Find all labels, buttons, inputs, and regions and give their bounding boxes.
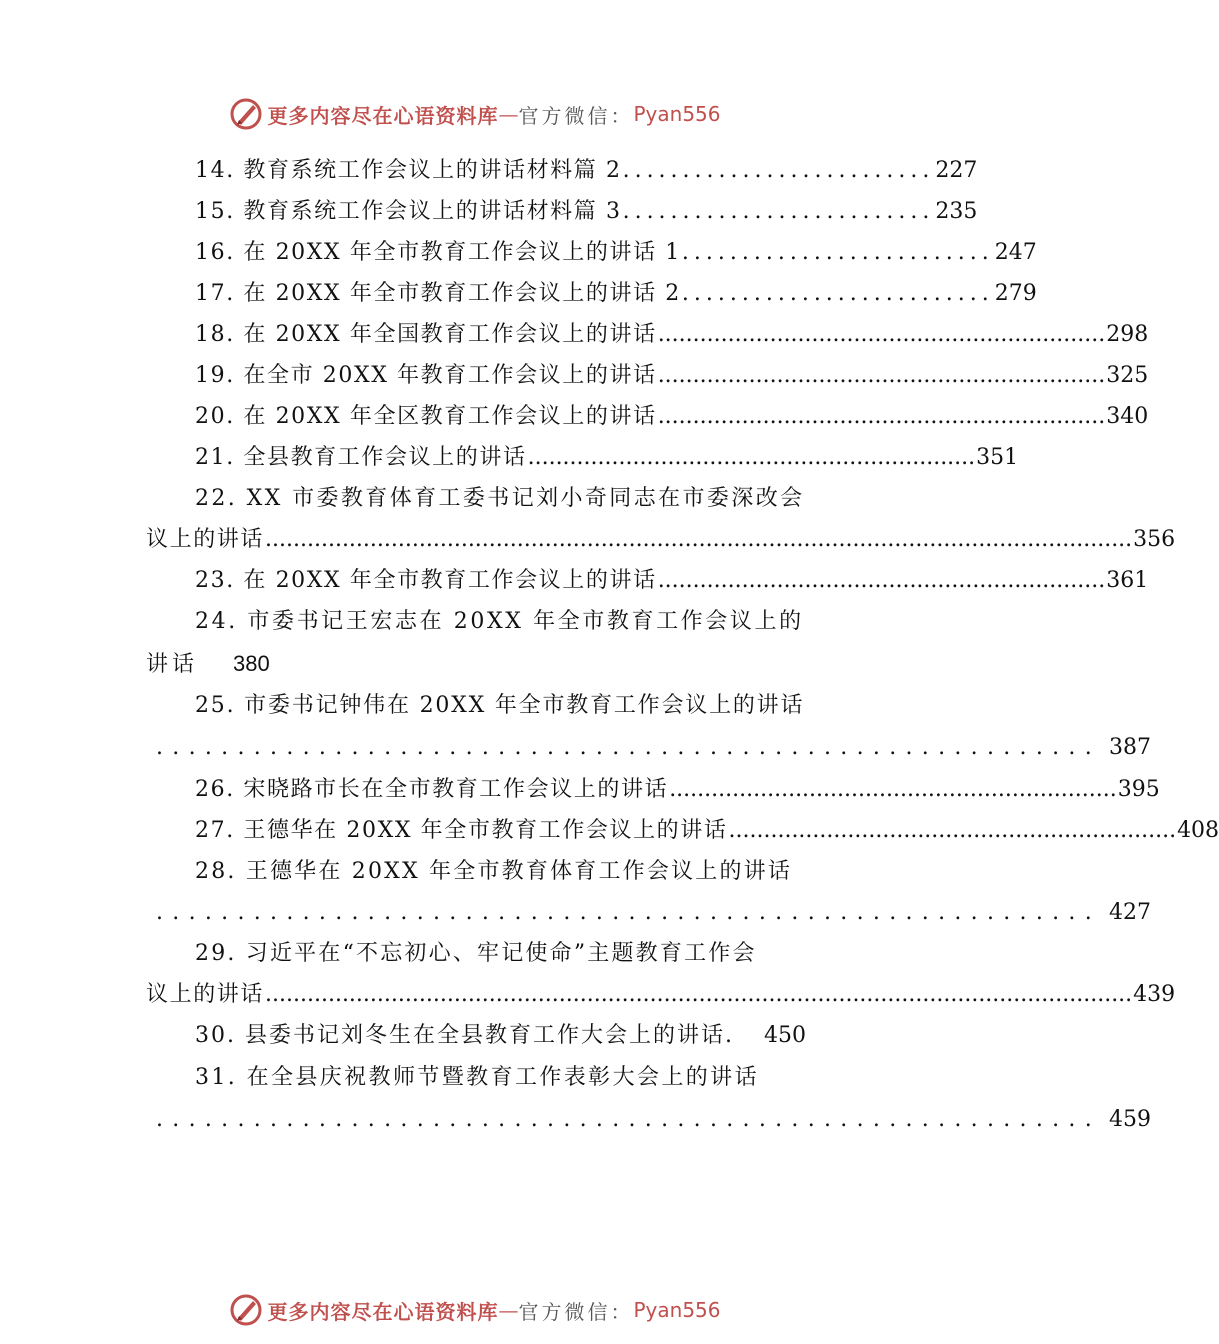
toc-entry	[146, 560, 1149, 601]
toc-entry-line	[146, 601, 806, 643]
toc-page-number: 247	[994, 240, 1037, 265]
toc-leader-dots: ..........................................................	[156, 1107, 1102, 1132]
watermark-separator: —	[498, 102, 519, 126]
pen-logo-icon	[229, 1293, 263, 1327]
toc-page-number: 351	[976, 445, 1019, 470]
toc-entry	[146, 769, 1160, 810]
toc-entry-line	[146, 933, 806, 974]
toc-entry-title: 30. 县委书记刘冬生在全县教育工作大会上的讲话.	[195, 1023, 734, 1048]
toc-entry-title: 25. 市委书记钟伟在 20XX 年全市教育工作会议上的讲话	[195, 693, 805, 718]
header-watermark	[0, 94, 950, 134]
toc-page-number: 380	[233, 651, 270, 676]
toc-leader-dots: ................................................................	[657, 363, 1106, 388]
toc-leader-dots: ..........................	[622, 158, 935, 183]
toc-entry	[146, 892, 1152, 933]
toc-page-number: 298	[1106, 322, 1149, 347]
toc-page-number: 279	[994, 281, 1037, 306]
toc-entry-title: 27. 王德华在 20XX 年全市教育工作会议上的讲话	[195, 818, 728, 843]
toc-entry-line	[146, 478, 806, 519]
watermark-wechat-id: Pyan556	[633, 1298, 721, 1322]
watermark-brand: 更多内容尽在心语资料库	[267, 1299, 499, 1324]
toc-page-number: 459	[1109, 1107, 1152, 1132]
toc-entry-title-continued: 议上的讲话	[146, 982, 265, 1007]
toc-leader-dots: ............................................................................................................................	[265, 527, 1133, 552]
toc-leader-dots: ................................................................	[527, 445, 976, 470]
toc-leader-dots: ..........................................................	[156, 900, 1102, 925]
toc-entry	[146, 355, 1149, 396]
toc-entry	[146, 437, 1019, 478]
toc-entry-line	[146, 1057, 806, 1099]
toc-page-number: 387	[1109, 735, 1152, 760]
toc-entry	[146, 191, 978, 232]
toc-entry-title: 24. 市委书记王宏志在 20XX 年全市教育工作会议上的	[195, 609, 804, 634]
watermark-wechat-label: 官方微信：	[518, 103, 634, 128]
toc-entry	[146, 396, 1149, 437]
watermark-wechat-label: 官方微信：	[518, 1299, 634, 1324]
toc-page-number: 235	[935, 199, 978, 224]
toc-entry-title: 29. 习近平在“不忘初心、牢记使命”主题教育工作会	[195, 941, 757, 966]
toc-entry-title: 19. 在全市 20XX 年教育工作会议上的讲话	[195, 363, 657, 388]
toc-page-number: 408	[1177, 818, 1219, 843]
toc-page-number: 439	[1133, 982, 1176, 1007]
toc-entry-title: 16. 在 20XX 年全市教育工作会议上的讲话 1	[195, 240, 681, 265]
toc-entry-title-continued: 讲话	[146, 652, 199, 677]
toc-entry-title: 21. 全县教育工作会议上的讲话	[195, 445, 527, 470]
toc-entry	[146, 974, 1176, 1015]
pen-logo-icon	[229, 97, 263, 131]
toc-entry-title: 28. 王德华在 20XX 年全市教育体育工作会议上的讲话	[195, 859, 793, 884]
watermark-separator: —	[498, 1298, 519, 1322]
toc-entry-title: 15. 教育系统工作会议上的讲话材料篇 3	[195, 199, 622, 224]
toc-entry-title: 20. 在 20XX 年全区教育工作会议上的讲话	[195, 404, 657, 429]
toc-entry	[146, 1015, 806, 1057]
toc-page-number: 227	[935, 158, 978, 183]
toc-entry-title: 26. 宋晓路市长在全市教育工作会议上的讲话	[195, 777, 669, 802]
toc-leader-dots: ................................................................	[657, 568, 1106, 593]
toc-page-number: 427	[1109, 900, 1152, 925]
footer-watermark	[0, 1290, 950, 1330]
toc-leader-dots: ..........................	[681, 240, 994, 265]
toc-entry	[146, 727, 1152, 769]
toc-entry-title: 17. 在 20XX 年全市教育工作会议上的讲话 2	[195, 281, 681, 306]
toc-entry-title: 22. XX 市委教育体育工委书记刘小奇同志在市委深改会	[195, 486, 805, 511]
toc-entry-line	[146, 685, 806, 727]
toc-entry-title: 23. 在 20XX 年全市教育工作会议上的讲话	[195, 568, 657, 593]
toc-page-number: 340	[1106, 404, 1149, 429]
toc-page-number: 361	[1106, 568, 1149, 593]
toc-entry	[146, 643, 806, 685]
toc-page-number: 450	[764, 1023, 806, 1048]
toc-leader-dots: ................................................................	[728, 818, 1177, 843]
toc-entry	[146, 314, 1149, 355]
toc-entry	[146, 1099, 1152, 1141]
watermark-brand: 更多内容尽在心语资料库	[267, 103, 499, 128]
toc-page-number: 356	[1133, 527, 1176, 552]
toc-entry	[146, 232, 1037, 273]
toc-entry	[146, 273, 1037, 314]
table-of-contents	[146, 150, 1219, 1141]
toc-entry	[146, 810, 1219, 851]
toc-leader-dots: ..........................................................	[156, 735, 1102, 760]
toc-leader-dots: ................................................................	[669, 777, 1117, 802]
toc-entry	[146, 519, 1176, 560]
toc-leader-dots: ................................................................	[657, 404, 1106, 429]
toc-entry	[146, 150, 978, 191]
toc-leader-dots: ............................................................................................................................	[265, 982, 1133, 1007]
toc-leader-dots: ..........................	[622, 199, 935, 224]
toc-entry-title: 14. 教育系统工作会议上的讲话材料篇 2	[195, 158, 622, 183]
toc-leader-dots: ..........................	[681, 281, 994, 306]
toc-page-number: 395	[1117, 777, 1160, 802]
watermark-wechat-id: Pyan556	[633, 102, 721, 126]
toc-leader-dots: ................................................................	[657, 322, 1106, 347]
toc-page-number: 325	[1106, 363, 1149, 388]
toc-entry-title: 18. 在 20XX 年全国教育工作会议上的讲话	[195, 322, 657, 347]
toc-entry-title: 31. 在全县庆祝教师节暨教育工作表彰大会上的讲话	[195, 1065, 759, 1090]
toc-entry-line	[146, 851, 806, 892]
toc-entry-title-continued: 议上的讲话	[146, 527, 265, 552]
